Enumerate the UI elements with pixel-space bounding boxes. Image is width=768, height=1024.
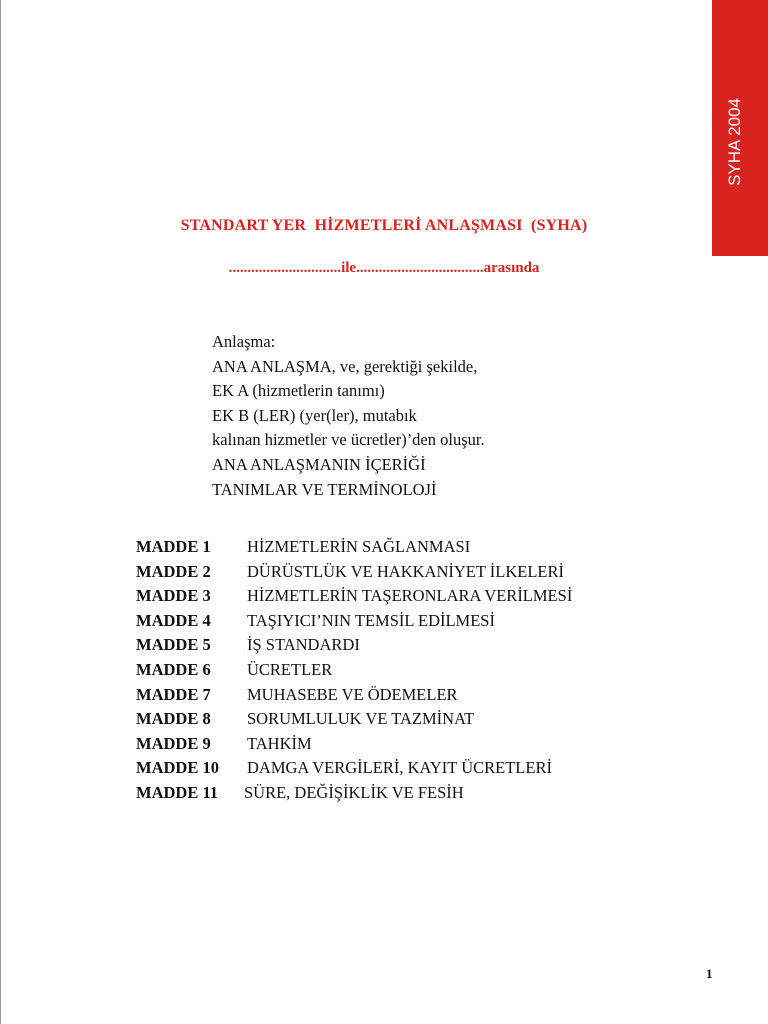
side-tab-label: SYHA 2004 xyxy=(725,98,744,186)
intro-line: Anlaşma: xyxy=(212,332,276,351)
article-row xyxy=(136,781,464,806)
intro-line: ANA ANLAŞMANIN İÇERİĞİ xyxy=(212,454,426,474)
article-number: MADDE 6 xyxy=(136,659,211,679)
article-title: HİZMETLERİN TAŞERONLARA VERİLMESİ xyxy=(247,586,573,606)
parties-line: ..............................ile..................................arasında xyxy=(228,260,540,276)
intro-line: kalınan hizmetler ve ücretler)’den oluşur. xyxy=(212,430,485,450)
article-number: MADDE 3 xyxy=(136,586,211,606)
article-number: MADDE 1 xyxy=(136,537,211,556)
article-row xyxy=(136,683,458,708)
article-number: MADDE 7 xyxy=(136,684,211,704)
intro-line: ANA ANLAŞMA, ve, gerektiği şekilde, xyxy=(212,356,478,376)
article-row xyxy=(136,658,333,683)
article-row xyxy=(136,732,312,757)
article-number: MADDE 11 xyxy=(136,782,219,802)
article-list xyxy=(136,535,573,806)
page-number: 1 xyxy=(706,966,713,981)
article-number: MADDE 10 xyxy=(136,758,219,778)
article-row xyxy=(136,535,471,560)
intro-block xyxy=(212,330,485,502)
article-number: MADDE 9 xyxy=(136,733,211,753)
article-row xyxy=(136,560,564,585)
article-title: SORUMLULUK VE TAZMİNAT xyxy=(247,709,475,729)
article-title: DÜRÜSTLÜK VE HAKKANİYET İLKELERİ xyxy=(247,561,564,581)
article-title: MUHASEBE VE ÖDEMELER xyxy=(247,684,458,704)
article-number: MADDE 5 xyxy=(136,635,211,655)
article-title: HİZMETLERİN SAĞLANMASI xyxy=(247,537,471,556)
article-row xyxy=(136,633,360,658)
article-title: SÜRE, DEĞİŞİKLİK VE FESİH xyxy=(244,782,464,802)
article-number: MADDE 2 xyxy=(136,561,211,581)
article-row xyxy=(136,609,495,634)
intro-line: EK A (hizmetlerin tanımı) xyxy=(212,381,385,401)
article-row xyxy=(136,707,475,732)
article-number: MADDE 4 xyxy=(136,610,211,630)
article-number: MADDE 8 xyxy=(136,709,211,729)
document-title: STANDART YER HİZMETLERİ ANLAŞMASI (SYHA) xyxy=(180,217,588,234)
article-title: İŞ STANDARDI xyxy=(247,635,360,655)
intro-line: TANIMLAR VE TERMİNOLOJİ xyxy=(212,479,437,499)
article-title: TAHKİM xyxy=(247,733,312,753)
article-row xyxy=(136,756,552,781)
page-edge-line xyxy=(0,0,1,1024)
article-title: ÜCRETLER xyxy=(247,659,333,679)
intro-line: EK B (LER) (yer(ler), mutabık xyxy=(212,405,417,425)
article-row xyxy=(136,584,573,609)
article-title: DAMGA VERGİLERİ, KAYIT ÜCRETLERİ xyxy=(247,758,552,778)
article-title: TAŞIYICI’NIN TEMSİL EDİLMESİ xyxy=(247,610,495,630)
